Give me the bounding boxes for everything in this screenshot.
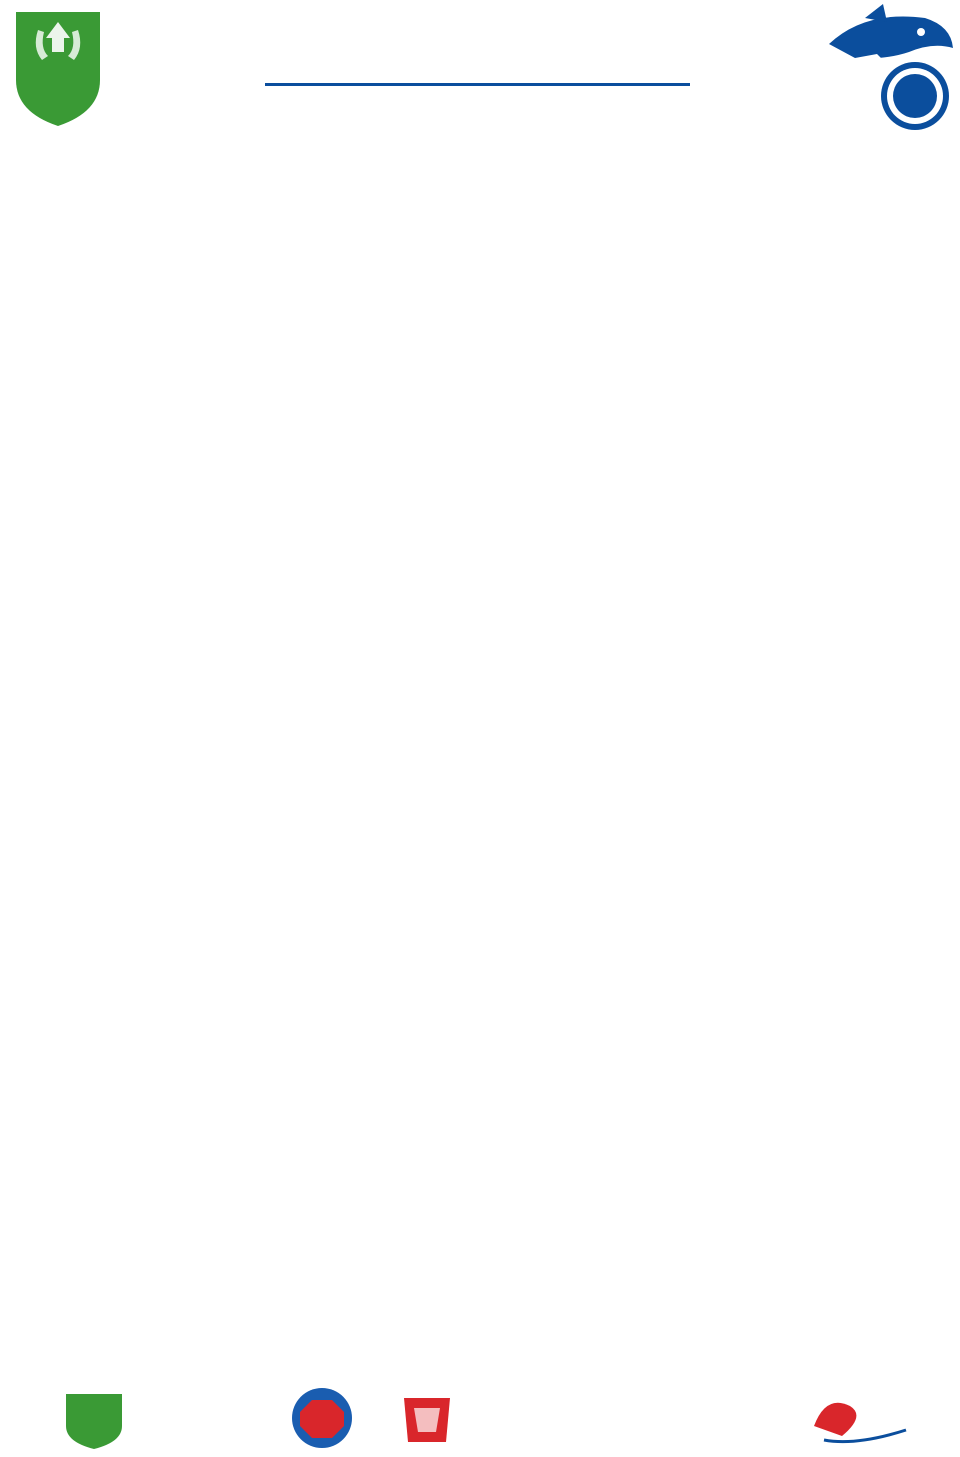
shark-mascot-logo	[825, 4, 957, 144]
club-logo	[806, 1386, 916, 1452]
stop-logo	[290, 1386, 354, 1450]
ministry-emblem	[402, 1392, 452, 1448]
azs-logo	[8, 8, 108, 128]
header-divider	[265, 83, 690, 86]
footer-azs-badge	[62, 1392, 126, 1450]
